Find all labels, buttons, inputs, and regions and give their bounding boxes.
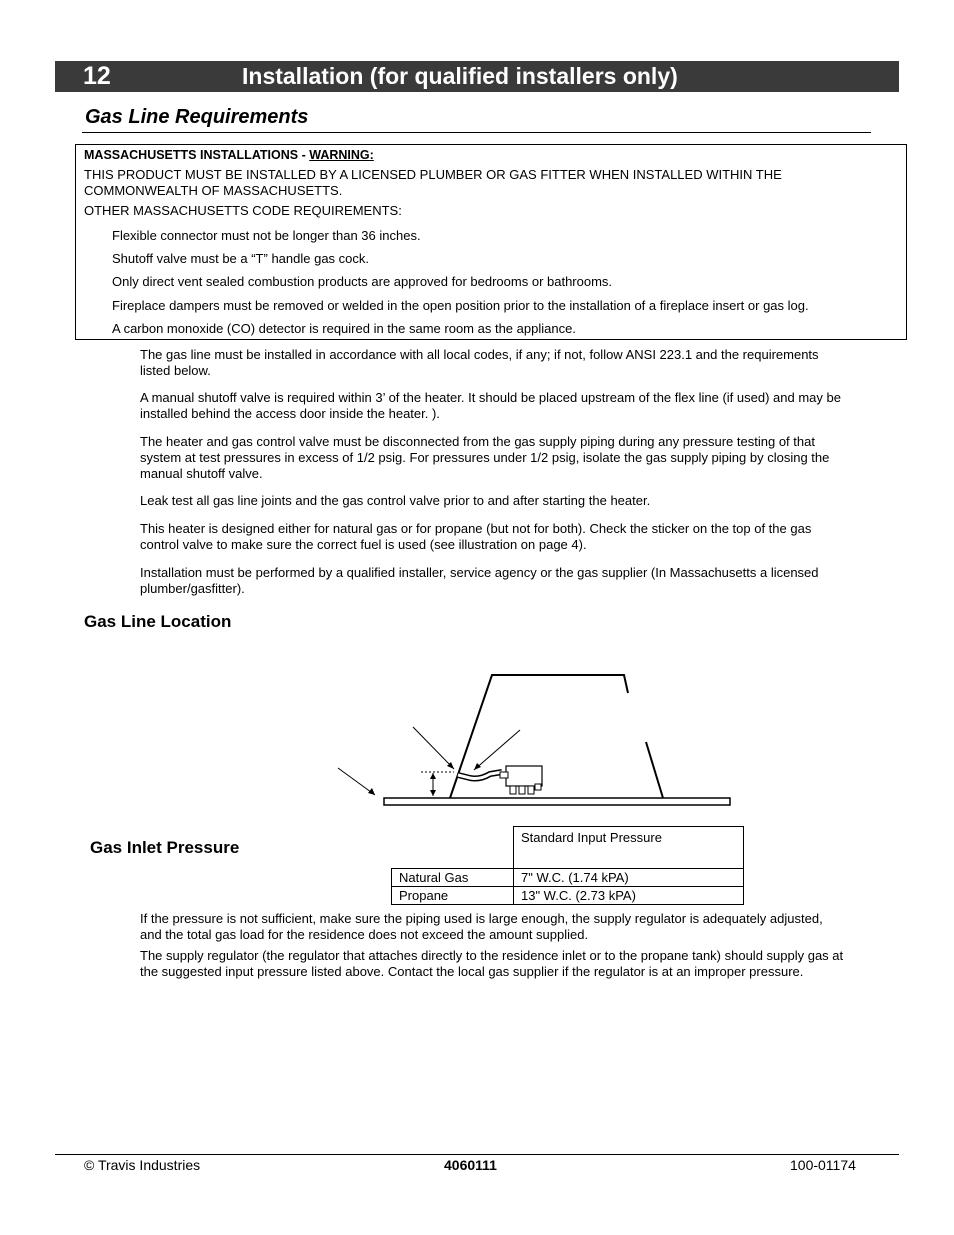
body-paragraph: This heater is designed either for natural gas or for propane (but not for both). Check the sticker on the top of the gas control valve to make sure the correct fuel is used (see illustration on page 4). xyxy=(140,521,812,552)
heater-side-edge xyxy=(646,742,663,798)
warning-item: Fireplace dampers must be removed or welded in the open position prior to the installation of a fireplace insert or gas log. xyxy=(112,298,809,313)
valve-inlet xyxy=(500,772,508,778)
footer-part-number: 100-01174 xyxy=(790,1157,856,1173)
body-paragraph: A manual shutoff valve is required within 3’ of the heater. It should be placed upstream of the flex line (if used) and may be installed behind the access door inside the heater. ). xyxy=(140,390,841,421)
hearth-plate xyxy=(384,798,730,805)
footer-divider xyxy=(55,1154,899,1155)
gas-control-valve xyxy=(506,766,542,786)
warning-item: Flexible connector must not be longer than 36 inches. xyxy=(112,228,421,243)
footer-copyright: © Travis Industries xyxy=(84,1157,201,1173)
table-corner-cell xyxy=(392,827,514,869)
section-title: Gas Line Requirements xyxy=(85,106,309,128)
body-paragraph: The supply regulator (the regulator that attaches directly to the residence inlet or to the propane tank) should supply gas at the suggested input pressure listed above. Contact the local gas supplier if the regulator is at an improper pressure. xyxy=(140,948,844,979)
body-paragraph: The heater and gas control valve must be disconnected from the gas supply piping during any pressure testing of that system at test pressures in excess of 1/2 psig. For pressures under 1/2 psig, isolate the gas supply piping by closing the manual shutoff valve. xyxy=(140,434,830,481)
pressure-cell: 7" W.C. (1.74 kPA) xyxy=(514,869,744,887)
page-header-bar xyxy=(55,61,899,92)
warning-heading xyxy=(84,148,374,162)
dimension-arrow-top xyxy=(430,773,436,779)
massachusetts-warning-box xyxy=(75,144,907,340)
table-header-row xyxy=(392,827,744,869)
warning-heading-emphasis: WARNING: xyxy=(309,148,374,162)
warning-item: Only direct vent sealed combustion products are approved for bedrooms or bathrooms. xyxy=(112,274,613,289)
page-number: 12 xyxy=(83,62,111,90)
warning-other-requirements: OTHER MASSACHUSETTS CODE REQUIREMENTS: xyxy=(84,203,402,218)
arrow-head xyxy=(368,788,375,795)
body-paragraph: Installation must be performed by a qualified installer, service agency or the gas supplier (In Massachusetts a licensed plumber/gasfitter). xyxy=(140,565,819,596)
dimension-arrow-bottom xyxy=(430,790,436,796)
body-paragraph: Leak test all gas line joints and the gas control valve prior to and after starting the heater. xyxy=(140,493,651,508)
fuel-type-cell: Natural Gas xyxy=(392,869,514,887)
valve-fitting xyxy=(528,786,534,794)
body-paragraph: If the pressure is not sufficient, make sure the piping used is large enough, the supply regulator is adequately adjusted, and the total gas load for the residence does not exceed the amount supplied. xyxy=(140,911,823,942)
pointer-arrow xyxy=(413,727,454,769)
table-column-header: Standard Input Pressure xyxy=(514,827,744,869)
body-paragraph: The gas line must be installed in accordance with all local codes, if any; if not, follow ANSI 223.1 and the requirements listed below. xyxy=(140,347,819,378)
inlet-pressure-table xyxy=(391,826,744,905)
gas-inlet-pressure-heading: Gas Inlet Pressure xyxy=(90,838,240,857)
pressure-cell: 13" W.C. (2.73 kPA) xyxy=(514,887,744,905)
page-title: Installation (for qualified installers only) xyxy=(242,63,678,89)
table-row xyxy=(392,869,744,887)
warning-item: Shutoff valve must be a “T” handle gas cock. xyxy=(112,251,370,266)
section-divider xyxy=(82,132,871,133)
gas-line-location-heading: Gas Line Location xyxy=(84,612,232,631)
valve-fitting xyxy=(519,786,525,794)
valve-fitting xyxy=(510,786,516,794)
pointer-arrow xyxy=(474,730,520,770)
footer-document-number: 4060111 xyxy=(444,1157,497,1173)
warning-body: THIS PRODUCT MUST BE INSTALLED BY A LICENSED PLUMBER OR GAS FITTER WHEN INSTALLED WITHIN THE COMMONWEALTH OF MASSACHUSETTS. xyxy=(84,167,782,198)
arrow-head xyxy=(474,763,481,770)
valve-fitting xyxy=(535,784,541,790)
gas-line-location-diagram xyxy=(330,660,750,820)
warning-item: A carbon monoxide (CO) detector is required in the same room as the appliance. xyxy=(112,321,576,336)
table-row xyxy=(392,887,744,905)
pointer-arrow xyxy=(338,768,375,795)
warning-heading-label: MASSACHUSETTS INSTALLATIONS - xyxy=(84,148,310,162)
fuel-type-cell: Propane xyxy=(392,887,514,905)
